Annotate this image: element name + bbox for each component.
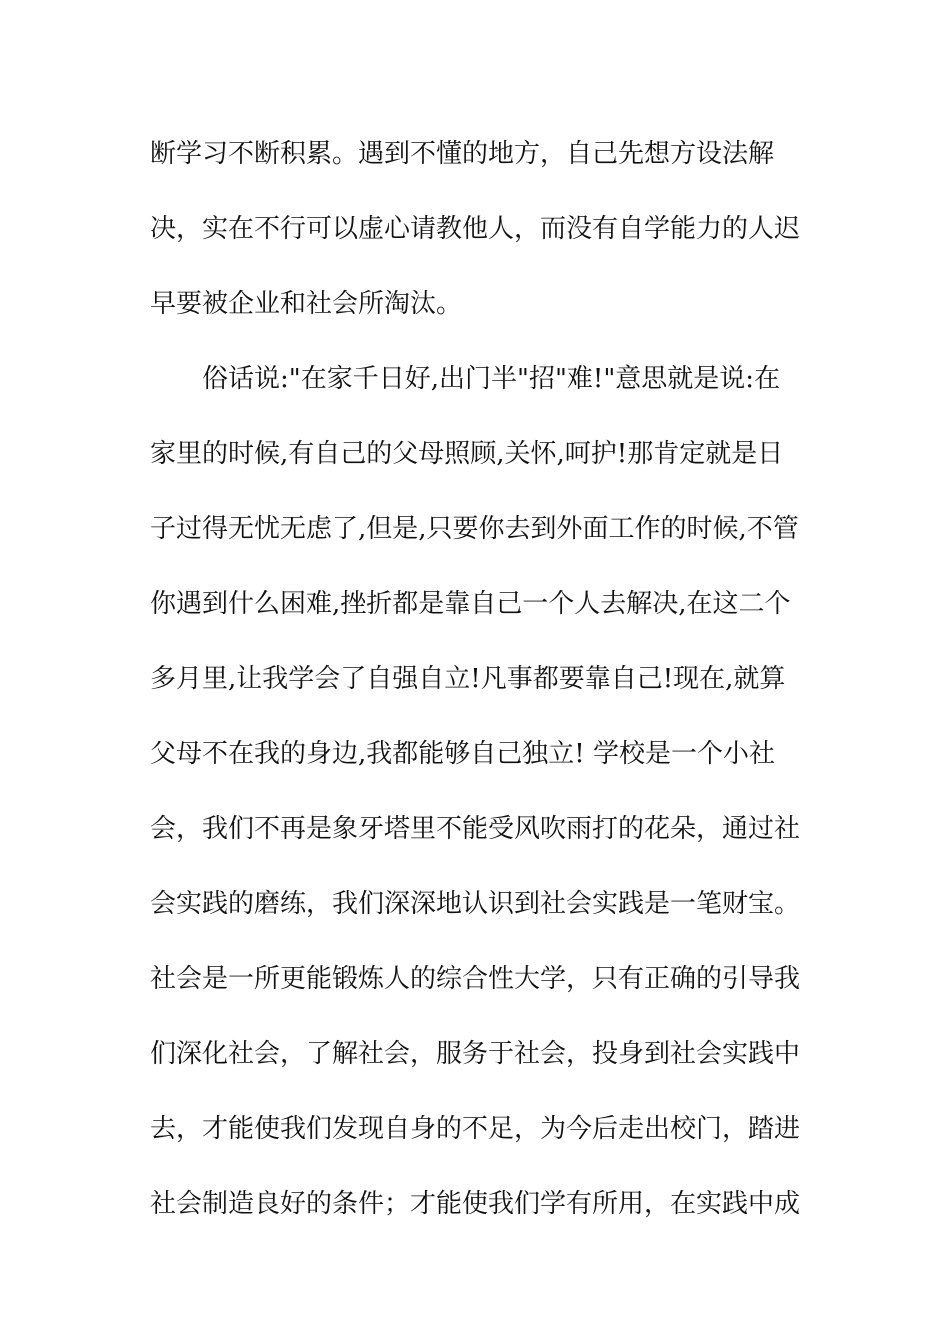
text-line: 你遇到什么困难,挫折都是靠自己一个人去解决,在这二个 — [150, 589, 791, 619]
text-line: 断学习不断积累。遇到不懂的地方，自己先想方设法解 — [150, 139, 775, 169]
text-line: 家里的时候,有自己的父母照顾,关怀,呵护!那肯定就是日 — [150, 439, 784, 469]
text-line: 决，实在不行可以虚心请教他人，而没有自学能力的人迟 — [150, 214, 801, 244]
text-line: 社会是一所更能锻炼人的综合性大学，只有正确的引导我 — [150, 964, 801, 994]
text-line: 们深化社会，了解社会，服务于社会，投身到社会实践中 — [150, 1039, 801, 1069]
text-line: 父母不在我的身边,我都能够自己独立! 学校是一个小社 — [150, 739, 775, 769]
text-line: 去，才能使我们发现自身的不足，为今后走出校门，踏进 — [150, 1114, 801, 1144]
text-line: 会实践的磨练，我们深深地认识到社会实践是一笔财宝。 — [150, 889, 801, 919]
text-line: 早要被企业和社会所淘汰。 — [150, 289, 463, 319]
text-line: 会，我们不再是象牙塔里不能受风吹雨打的花朵，通过社 — [150, 814, 801, 844]
paragraph-start-line: 俗话说:"在家千日好,出门半"招"难!"意思就是说:在 — [150, 364, 781, 394]
body-text — [150, 130, 810, 1255]
text-line: 子过得无忧无虑了,但是,只要你去到外面工作的时候,不管 — [150, 514, 799, 544]
text-line: 社会制造良好的条件；才能使我们学有所用，在实践中成 — [150, 1189, 801, 1219]
text-line: 多月里,让我学会了自强自立!凡事都要靠自己!现在,就算 — [150, 664, 786, 694]
